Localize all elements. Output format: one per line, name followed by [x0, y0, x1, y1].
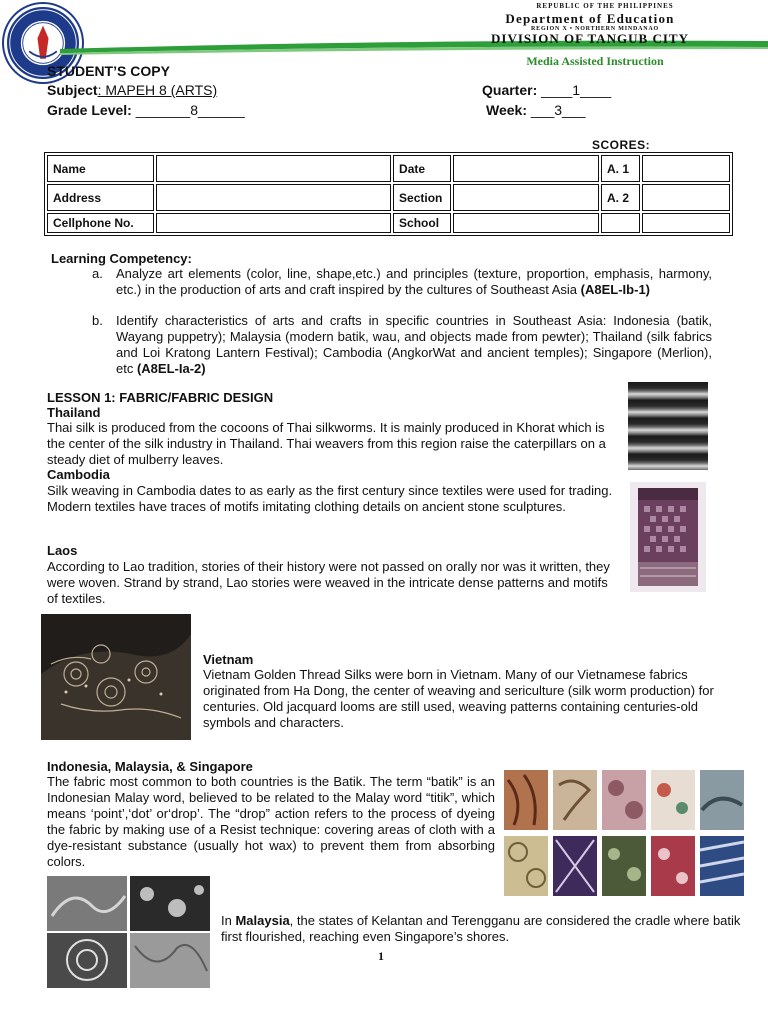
score-a2-label: A. 2 [601, 184, 640, 211]
competency-item-b [92, 313, 712, 377]
score-blank-label [601, 213, 640, 233]
competency-marker: a. [92, 266, 103, 281]
table-row [47, 184, 730, 211]
competency-text: Analyze art elements (color, line, shape,etc.) and principles (texture, proportion, emphasis, harmony, etc.) in the production of arts and craft inspired by the cultures of Southeast Asia [116, 266, 712, 297]
subject-label: Subject [47, 82, 98, 98]
competency-item-a [92, 266, 712, 298]
grade-level-field [47, 102, 245, 118]
malaysia-batik-image [47, 876, 210, 988]
header-republic: REPUBLIC OF THE PHILIPPINES [536, 2, 674, 10]
competency-marker: b. [92, 313, 103, 328]
week-label: Week: [486, 102, 527, 118]
subject-field [47, 82, 217, 98]
grade-level-label: Grade Level: [47, 102, 132, 118]
school-label: School [393, 213, 451, 233]
week-field [486, 102, 585, 118]
malaysia-batik-drawing [47, 876, 210, 988]
cambodian-textile-image [630, 482, 706, 592]
date-input-cell[interactable] [453, 155, 599, 182]
vietnam-text: Vietnam Golden Thread Silks were born in Vietnam. Many of our Vietnamese fabrics originated from Ha Dong, the center of weaving and sericulture (silk worm production) for centuries. Old jacquard looms are still used, weaving patterns containing centuries-old symbols and characters. [203, 667, 714, 730]
indonesia-heading: Indonesia, Malaysia, & Singapore [47, 759, 253, 774]
quarter-field [482, 82, 611, 98]
laos-text: According to Lao tradition, stories of their history were not passed on orally nor was it written, they were woven. Strand by strand, Lao stories were weaved in the intricate dense patterns and motifs of textiles. [47, 559, 610, 606]
laos-heading: Laos [47, 543, 78, 558]
malaysia-body: , the states of Kelantan and Terengganu are considered the cradle where batik first flourished, reaching even Singapore’s shores. [221, 913, 741, 944]
vietnam-heading: Vietnam [203, 652, 254, 667]
school-input-cell[interactable] [453, 213, 599, 233]
vietnam-silk-image [41, 614, 191, 740]
batik-samples-grid [504, 770, 744, 896]
students-copy-label: STUDENT’S COPY [47, 63, 170, 79]
header-region: REGION X • NORTHERN MINDANAO [531, 26, 659, 32]
table-row [47, 155, 730, 182]
section-label: Section [393, 184, 451, 211]
thailand-heading: Thailand [47, 405, 101, 420]
score-a1-input-cell[interactable] [642, 155, 730, 182]
thai-silk-image [628, 382, 708, 470]
malaysia-text [221, 913, 741, 945]
table-row [47, 213, 730, 233]
malaysia-bold: Malaysia [235, 913, 290, 928]
section-input-cell[interactable] [453, 184, 599, 211]
header-division: DIVISION OF TANGUB CITY [491, 31, 689, 46]
student-info-table [44, 152, 733, 236]
header-department: Department of Education [505, 11, 675, 26]
competency-code: (A8EL-Ib-1) [580, 282, 651, 297]
subject-value: : MAPEH 8 (ARTS) [97, 82, 218, 98]
cambodia-heading: Cambodia [47, 467, 110, 482]
quarter-label: Quarter: [482, 82, 538, 98]
lesson-title: LESSON 1: FABRIC/FABRIC DESIGN [47, 390, 274, 405]
grade-level-value: _______8______ [135, 102, 245, 118]
score-a1-label: A. 1 [601, 155, 640, 182]
malaysia-lead: In [221, 913, 236, 928]
cellphone-input-cell[interactable] [156, 213, 391, 233]
header-media-instruction: Media Assisted Instruction [526, 54, 664, 68]
competency-code: (A8EL-Ia-2) [136, 361, 206, 376]
name-label: Name [47, 155, 154, 182]
date-label: Date [393, 155, 451, 182]
quarter-value: ____1____ [541, 82, 612, 98]
page-number: 1 [378, 949, 384, 963]
cambodia-text: Silk weaving in Cambodia dates to as early as the first century since textiles were used for trading. Modern textiles have traces of motifs imitating clothing details on ancient stone sculptures. [47, 483, 613, 514]
competency-text: Identify characteristics of arts and crafts in specific countries in Southeast Asia: Indonesia (batik, Wayang puppetry); Malaysia (modern batik, wau, and objects made from pewter); Thailand (silk fabrics and Loi Kratong Lantern Festival); Cambodia (AngkorWat and ancient temples); Singapore (Merlion), etc [116, 313, 712, 376]
name-input-cell[interactable] [156, 155, 391, 182]
learning-competency-title: Learning Competency: [51, 251, 192, 266]
cellphone-label: Cellphone No. [47, 213, 154, 233]
indonesia-text: The fabric most common to both countries is the Batik. The term “batik” is an Indonesian Malay word, believed to be related to the Malay word “titik”, which means ‘point’,‘dot’ or‘drop’. The “drop” action refers to the process of dyeing the fabric by making use of a Resist technique: covering areas of cloth with a dye-resistant substance (usually hot wax) to prevent them from absorbing colors. [47, 774, 495, 869]
thailand-text: Thai silk is produced from the cocoons of Thai silkworms. It is mainly produced in Khorat which is the center of the silk industry in Thailand. Thai weavers from this region raise the caterpillars on a steady diet of mulberry leaves. [47, 420, 606, 467]
batik-samples-drawing [504, 770, 744, 896]
week-value: ___3___ [530, 102, 586, 118]
address-label: Address [47, 184, 154, 211]
scores-label: SCORES: [592, 138, 651, 152]
vietnam-silk-drawing [41, 614, 191, 740]
cambodian-textile-drawing [630, 482, 706, 592]
address-input-cell[interactable] [156, 184, 391, 211]
score-blank-cell[interactable] [642, 213, 730, 233]
score-a2-input-cell[interactable] [642, 184, 730, 211]
